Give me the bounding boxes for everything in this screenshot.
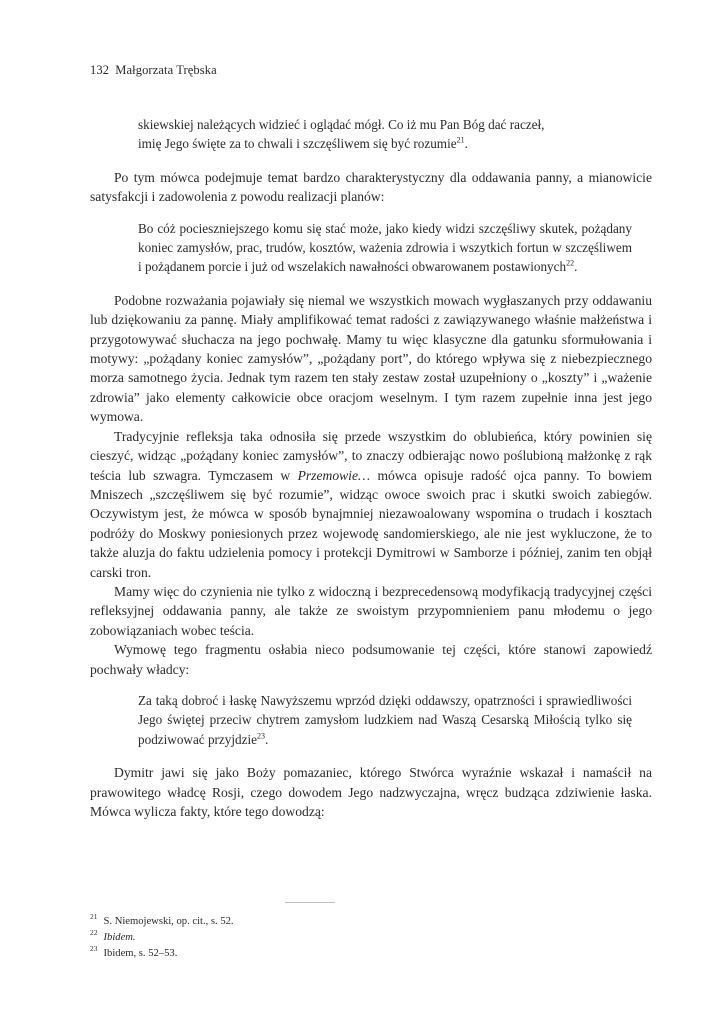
footnote-21 <box>90 914 234 930</box>
paragraph-2: Podobne rozważania pojawiały się niemal we wszystkich mowach wygłaszanych przy oddawaniu lub dziękowaniu za pannę. Miały amplifikować temat radości z zawiązywanego właśnie małżeństwa i przygotowywać słuchacza na jego pochwałę. Mamy tu więc klasyczne dla gatunku sformułowania i motywy: „pożądany koniec zamysłów”, „pożądany port”, do którego wpływa się z niebezpiecznego morza samotnego życia. Jednak tym razem ten stały zestaw został uzupełniony o „koszty” i „ważenie zdrowia” jako elementy całkowicie obce oracjom weselnym. I tym razem zupełnie inna jest jego wymowa. <box>90 292 652 425</box>
block-quote-1 <box>138 115 632 154</box>
quote-1-end: . <box>464 136 468 152</box>
paragraph-3 <box>90 427 652 582</box>
block-quote-2 <box>138 219 632 277</box>
quote-1-line-1: skiewskiej należących widzieć i oglądać mógł. Co iż mu Pan Bóg dać raczeł, <box>138 117 545 132</box>
footnote-number: 22 <box>90 928 98 938</box>
running-head-author: Małgorzata Trębska <box>115 63 217 77</box>
quote-3-text: Za taką dobroć i łaskę Nawyższemu wprzód dzięki oddawszy, opatrzności i sprawiedliwości Jego świętej przeciw chytrem zamysłom ludzkiem nad Waszą Cesarską Miłością tylko się podziwować przyjdzie <box>138 692 632 747</box>
paragraph-3-rest: mówca opisuje radość ojca panny. To bowiem Mniszech „szczęśliwem się być rozumie”, widząc owoce swoich prac i skutki swoich zabiegów. Oczywistym jest, że mówca w sposób bynajmniej niezawoalowany wspomina o trudach i kosztach podróży do Moskwy poniesionych przez wojewodę sandomierskiego, ale nie jest wykluczone, że to także aluzja do faktu udzielenia pomocy i protekcji Dymitrowi w Samborze i później, zanim ten objął carski tron. <box>90 467 652 580</box>
footnote-ref-22: 22 <box>566 259 575 269</box>
footnote-number: 21 <box>90 912 98 922</box>
footnotes <box>90 914 234 962</box>
running-head <box>90 63 217 78</box>
footnote-ref-21: 21 <box>456 136 465 146</box>
block-quote-3 <box>138 691 632 749</box>
quote-2-end: . <box>574 259 578 275</box>
footnote-text: S. Niemojewski, op. cit., s. 52. <box>103 916 234 927</box>
footnote-text: Ibidem, s. 52–53. <box>103 948 178 959</box>
paragraph-6: Dymitr jawi się jako Boży pomazaniec, którego Stwórca wyraźnie wskazał i namaścił na prawowitego władcę Rosji, czego dowodem Jego nadzwyczajna, wręcz budząca zdziwienie łaska. Mówca wylicza fakty, które tego dowodzą: <box>90 765 652 819</box>
work-title: Przemowie… <box>297 467 371 483</box>
footnote-ref-23: 23 <box>257 731 266 741</box>
body-text <box>90 115 652 821</box>
footnote-23 <box>90 946 234 962</box>
quote-3-end: . <box>265 731 269 747</box>
paragraph-5: Wymowę tego fragmentu osłabia nieco podsumowanie tej części, które stanowi zapowiedź pochwały władcy: <box>90 642 652 677</box>
footnote-number: 23 <box>90 944 98 954</box>
footnote-text: Ibidem. <box>103 932 136 943</box>
quote-1-line-2: imię Jego święte za to chwali i szczęśliwem się być rozumie <box>138 136 457 152</box>
page-number: 132 <box>90 63 110 77</box>
paragraph-4: Mamy więc do czynienia nie tylko z widoczną i bezprecedensową modyfikacją tradycyjnej części refleksyjnej oddawania panny, ale także ze swoistym przypomnieniem panu młodemu o jego zobowiązaniach wobec teścia. <box>90 583 652 638</box>
footnote-22 <box>90 930 234 946</box>
paragraph-3-start: Tradycyjnie refleksja taka odnosiła się przede wszystkim do oblubieńca, który powinien się cieszyć, widząc „pożądany koniec zamysłów”, to znaczy odbierając nowo poślubioną małżonkę z rąk teścia lub szwagra. Tymczasem w <box>90 428 652 483</box>
quote-2-text: Bo cóż pocieszniejszego komu się stać może, jako kiedy widzi szczęśliwy skutek, pożądany koniec zamysłów, prac, trudów, kosztów, ważenia zdrowia i wszytkich fortun w szczęśliwem i pożądanem porcie i już od wszelakich nawałności obwarowanem postawionych <box>138 220 632 275</box>
footnote-separator <box>285 902 335 903</box>
paragraph-1: Po tym mówca podejmuje temat bardzo charakterystyczny dla oddawania panny, a mianowicie satysfakcji i zadowolenia z powodu realizacji planów: <box>90 169 652 205</box>
